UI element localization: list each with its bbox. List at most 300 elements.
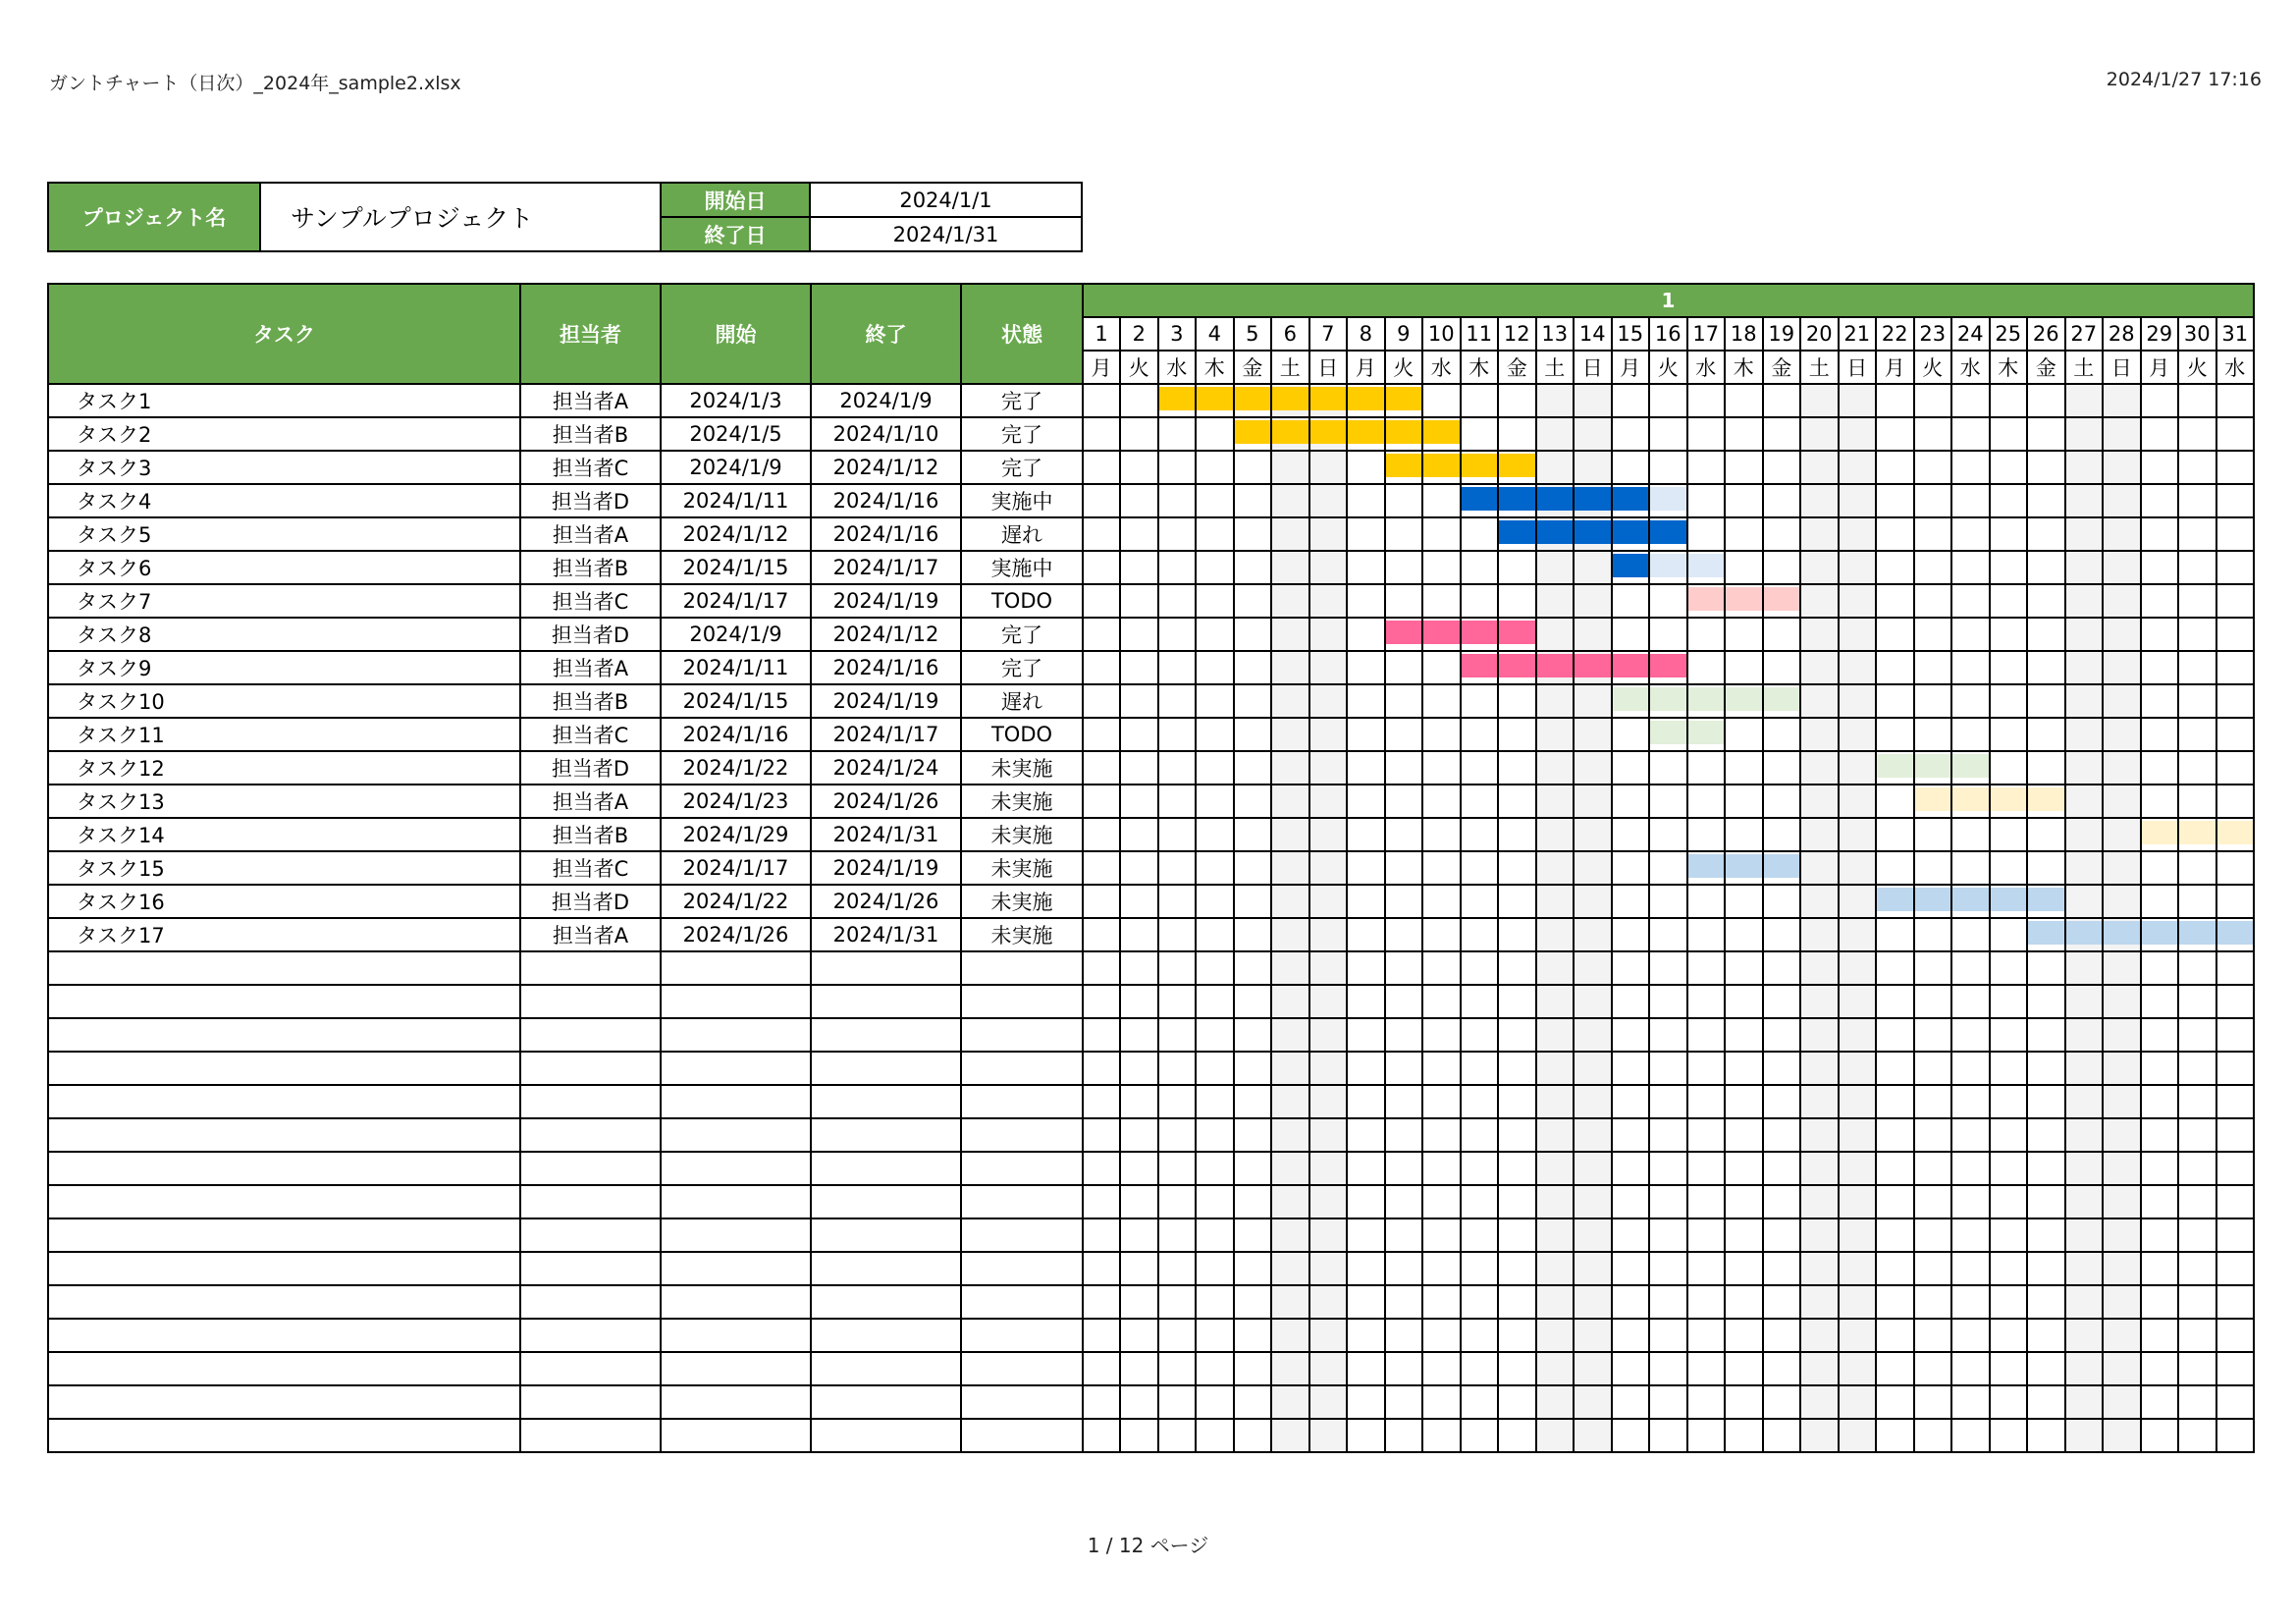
- empty-cell[interactable]: [520, 1118, 661, 1152]
- day-cell[interactable]: [1120, 1218, 1158, 1252]
- day-cell[interactable]: [2141, 1285, 2179, 1319]
- day-cell[interactable]: [1271, 785, 1309, 818]
- day-cell[interactable]: [1196, 718, 1234, 751]
- day-cell[interactable]: [1725, 818, 1763, 851]
- day-cell[interactable]: [1158, 451, 1197, 484]
- task-owner[interactable]: 担当者C: [520, 451, 661, 484]
- day-cell[interactable]: [1914, 1152, 1952, 1185]
- day-cell[interactable]: [1385, 384, 1423, 417]
- day-cell[interactable]: [1498, 618, 1536, 651]
- day-cell[interactable]: [1612, 651, 1650, 684]
- day-cell[interactable]: [1422, 1385, 1461, 1419]
- day-cell[interactable]: [1725, 951, 1763, 985]
- day-cell[interactable]: [1461, 618, 1499, 651]
- empty-cell[interactable]: [961, 1252, 1083, 1285]
- day-cell[interactable]: [2141, 417, 2179, 451]
- day-cell[interactable]: [1498, 1118, 1536, 1152]
- task-owner[interactable]: 担当者B: [520, 551, 661, 584]
- day-cell[interactable]: [1347, 1252, 1385, 1285]
- day-cell[interactable]: [1234, 618, 1272, 651]
- task-status[interactable]: 完了: [961, 451, 1083, 484]
- task-status[interactable]: 未実施: [961, 785, 1083, 818]
- day-cell[interactable]: [2103, 1352, 2141, 1385]
- task-end-date[interactable]: 2024/1/26: [811, 885, 961, 918]
- day-cell[interactable]: [1839, 918, 1877, 951]
- day-cell[interactable]: [1914, 551, 1952, 584]
- day-cell[interactable]: [1839, 985, 1877, 1018]
- day-cell[interactable]: [1725, 1385, 1763, 1419]
- day-cell[interactable]: [1309, 551, 1348, 584]
- day-cell[interactable]: [1876, 1052, 1914, 1085]
- day-cell[interactable]: [1725, 551, 1763, 584]
- day-cell[interactable]: [1196, 1252, 1234, 1285]
- day-cell[interactable]: [1725, 1319, 1763, 1352]
- day-cell[interactable]: [1461, 1319, 1499, 1352]
- day-cell[interactable]: [1422, 417, 1461, 451]
- day-cell[interactable]: [1309, 484, 1348, 517]
- day-cell[interactable]: [2027, 1352, 2065, 1385]
- day-cell[interactable]: [2027, 1118, 2065, 1152]
- day-cell[interactable]: [1876, 785, 1914, 818]
- day-cell[interactable]: [1763, 718, 1801, 751]
- day-cell[interactable]: [2216, 451, 2255, 484]
- day-cell[interactable]: [1385, 885, 1423, 918]
- task-status[interactable]: 完了: [961, 384, 1083, 417]
- day-cell[interactable]: [1839, 384, 1877, 417]
- day-cell[interactable]: [1876, 718, 1914, 751]
- day-cell[interactable]: [1234, 851, 1272, 885]
- empty-cell[interactable]: [48, 1185, 520, 1218]
- day-cell[interactable]: [1422, 384, 1461, 417]
- day-cell[interactable]: [1347, 651, 1385, 684]
- day-cell[interactable]: [1687, 1085, 1726, 1118]
- day-cell[interactable]: [1536, 1419, 1575, 1452]
- day-cell[interactable]: [1158, 584, 1197, 618]
- task-name[interactable]: タスク6: [48, 551, 520, 584]
- empty-cell[interactable]: [661, 1085, 811, 1118]
- day-cell[interactable]: [1083, 818, 1120, 851]
- day-cell[interactable]: [1876, 1419, 1914, 1452]
- day-cell[interactable]: [1347, 1319, 1385, 1352]
- day-cell[interactable]: [1196, 618, 1234, 651]
- day-cell[interactable]: [1649, 551, 1687, 584]
- day-cell[interactable]: [1763, 985, 1801, 1018]
- day-cell[interactable]: [1196, 985, 1234, 1018]
- day-cell[interactable]: [1498, 818, 1536, 851]
- day-cell[interactable]: [1158, 718, 1197, 751]
- day-cell[interactable]: [1725, 651, 1763, 684]
- day-cell[interactable]: [1763, 1152, 1801, 1185]
- day-cell[interactable]: [2178, 985, 2216, 1018]
- day-cell[interactable]: [1574, 451, 1612, 484]
- day-cell[interactable]: [1687, 851, 1726, 885]
- empty-cell[interactable]: [811, 1385, 961, 1419]
- day-cell[interactable]: [1309, 1352, 1348, 1385]
- day-cell[interactable]: [1309, 1385, 1348, 1419]
- day-cell[interactable]: [1196, 1352, 1234, 1385]
- empty-cell[interactable]: [961, 1352, 1083, 1385]
- day-cell[interactable]: [1725, 1185, 1763, 1218]
- day-cell[interactable]: [1196, 918, 1234, 951]
- day-cell[interactable]: [1385, 551, 1423, 584]
- day-cell[interactable]: [1574, 618, 1612, 651]
- day-cell[interactable]: [1083, 484, 1120, 517]
- day-cell[interactable]: [1158, 785, 1197, 818]
- day-cell[interactable]: [1800, 1218, 1839, 1252]
- day-cell[interactable]: [1120, 885, 1158, 918]
- day-cell[interactable]: [2103, 1419, 2141, 1452]
- day-cell[interactable]: [2065, 618, 2104, 651]
- day-cell[interactable]: [1461, 517, 1499, 551]
- day-cell[interactable]: [2216, 384, 2255, 417]
- day-cell[interactable]: [1612, 484, 1650, 517]
- day-cell[interactable]: [1422, 517, 1461, 551]
- day-cell[interactable]: [1422, 885, 1461, 918]
- day-cell[interactable]: [2216, 718, 2255, 751]
- task-name[interactable]: タスク3: [48, 451, 520, 484]
- day-cell[interactable]: [2216, 1385, 2255, 1419]
- task-end-date[interactable]: 2024/1/24: [811, 751, 961, 785]
- empty-cell[interactable]: [811, 1352, 961, 1385]
- day-cell[interactable]: [1914, 1052, 1952, 1085]
- task-status[interactable]: 実施中: [961, 551, 1083, 584]
- day-cell[interactable]: [1763, 1118, 1801, 1152]
- day-cell[interactable]: [1687, 684, 1726, 718]
- day-cell[interactable]: [1461, 1118, 1499, 1152]
- empty-cell[interactable]: [661, 951, 811, 985]
- task-owner[interactable]: 担当者A: [520, 517, 661, 551]
- day-cell[interactable]: [1687, 785, 1726, 818]
- day-cell[interactable]: [1687, 384, 1726, 417]
- day-cell[interactable]: [1687, 885, 1726, 918]
- day-cell[interactable]: [1649, 1319, 1687, 1352]
- day-cell[interactable]: [1687, 1319, 1726, 1352]
- day-cell[interactable]: [1612, 951, 1650, 985]
- day-cell[interactable]: [1309, 451, 1348, 484]
- day-cell[interactable]: [1498, 517, 1536, 551]
- day-cell[interactable]: [2027, 718, 2065, 751]
- day-cell[interactable]: [1612, 1085, 1650, 1118]
- task-name[interactable]: タスク11: [48, 718, 520, 751]
- day-cell[interactable]: [1574, 584, 1612, 618]
- day-cell[interactable]: [1158, 1185, 1197, 1218]
- day-cell[interactable]: [1763, 517, 1801, 551]
- day-cell[interactable]: [1687, 1285, 1726, 1319]
- day-cell[interactable]: [1385, 1152, 1423, 1185]
- day-cell[interactable]: [1876, 551, 1914, 584]
- day-cell[interactable]: [1461, 885, 1499, 918]
- day-cell[interactable]: [1536, 1185, 1575, 1218]
- day-cell[interactable]: [1612, 384, 1650, 417]
- day-cell[interactable]: [1839, 618, 1877, 651]
- day-cell[interactable]: [2216, 785, 2255, 818]
- day-cell[interactable]: [1649, 1419, 1687, 1452]
- day-cell[interactable]: [1990, 918, 2028, 951]
- day-cell[interactable]: [2216, 1052, 2255, 1085]
- day-cell[interactable]: [1951, 651, 1990, 684]
- task-status[interactable]: 遅れ: [961, 517, 1083, 551]
- day-cell[interactable]: [2216, 651, 2255, 684]
- day-cell[interactable]: [2027, 618, 2065, 651]
- day-cell[interactable]: [1649, 851, 1687, 885]
- task-owner[interactable]: 担当者C: [520, 851, 661, 885]
- day-cell[interactable]: [1498, 1352, 1536, 1385]
- day-cell[interactable]: [1687, 1218, 1726, 1252]
- day-cell[interactable]: [2216, 1152, 2255, 1185]
- day-cell[interactable]: [1914, 1185, 1952, 1218]
- day-cell[interactable]: [1763, 851, 1801, 885]
- day-cell[interactable]: [1800, 1385, 1839, 1419]
- day-cell[interactable]: [1083, 384, 1120, 417]
- day-cell[interactable]: [1309, 1252, 1348, 1285]
- day-cell[interactable]: [1800, 718, 1839, 751]
- day-cell[interactable]: [1839, 1319, 1877, 1352]
- day-cell[interactable]: [1763, 1252, 1801, 1285]
- day-cell[interactable]: [1271, 918, 1309, 951]
- day-cell[interactable]: [2027, 951, 2065, 985]
- day-cell[interactable]: [1839, 1052, 1877, 1085]
- day-cell[interactable]: [1649, 584, 1687, 618]
- day-cell[interactable]: [1120, 1285, 1158, 1319]
- day-cell[interactable]: [1347, 384, 1385, 417]
- task-start-date[interactable]: 2024/1/5: [661, 417, 811, 451]
- day-cell[interactable]: [2216, 517, 2255, 551]
- day-cell[interactable]: [1951, 1419, 1990, 1452]
- day-cell[interactable]: [2178, 684, 2216, 718]
- day-cell[interactable]: [1990, 818, 2028, 851]
- empty-cell[interactable]: [520, 1018, 661, 1052]
- day-cell[interactable]: [2216, 1118, 2255, 1152]
- day-cell[interactable]: [1309, 684, 1348, 718]
- task-start-date[interactable]: 2024/1/11: [661, 651, 811, 684]
- task-owner[interactable]: 担当者D: [520, 618, 661, 651]
- day-cell[interactable]: [2027, 1152, 2065, 1185]
- task-start-date[interactable]: 2024/1/16: [661, 718, 811, 751]
- day-cell[interactable]: [2216, 584, 2255, 618]
- day-cell[interactable]: [1422, 1052, 1461, 1085]
- day-cell[interactable]: [1649, 718, 1687, 751]
- day-cell[interactable]: [1347, 885, 1385, 918]
- day-cell[interactable]: [2027, 818, 2065, 851]
- day-cell[interactable]: [2178, 651, 2216, 684]
- day-cell[interactable]: [1914, 718, 1952, 751]
- day-cell[interactable]: [1990, 1085, 2028, 1118]
- task-name[interactable]: タスク16: [48, 885, 520, 918]
- task-start-date[interactable]: 2024/1/15: [661, 684, 811, 718]
- day-cell[interactable]: [1083, 684, 1120, 718]
- day-cell[interactable]: [1914, 1252, 1952, 1285]
- day-cell[interactable]: [1725, 1419, 1763, 1452]
- day-cell[interactable]: [1612, 785, 1650, 818]
- day-cell[interactable]: [1120, 751, 1158, 785]
- day-cell[interactable]: [1498, 584, 1536, 618]
- day-cell[interactable]: [1990, 584, 2028, 618]
- day-cell[interactable]: [1309, 1218, 1348, 1252]
- day-cell[interactable]: [1158, 818, 1197, 851]
- day-cell[interactable]: [1574, 818, 1612, 851]
- day-cell[interactable]: [1234, 517, 1272, 551]
- day-cell[interactable]: [1990, 1419, 2028, 1452]
- day-cell[interactable]: [1612, 718, 1650, 751]
- day-cell[interactable]: [1347, 417, 1385, 451]
- day-cell[interactable]: [1309, 985, 1348, 1018]
- day-cell[interactable]: [2141, 918, 2179, 951]
- day-cell[interactable]: [1800, 1319, 1839, 1352]
- day-cell[interactable]: [1914, 818, 1952, 851]
- day-cell[interactable]: [1612, 818, 1650, 851]
- day-cell[interactable]: [1083, 751, 1120, 785]
- day-cell[interactable]: [2065, 651, 2104, 684]
- day-cell[interactable]: [1763, 684, 1801, 718]
- day-cell[interactable]: [1498, 851, 1536, 885]
- day-cell[interactable]: [1422, 818, 1461, 851]
- day-cell[interactable]: [1271, 1118, 1309, 1152]
- day-cell[interactable]: [1422, 651, 1461, 684]
- day-cell[interactable]: [1990, 1052, 2028, 1085]
- day-cell[interactable]: [1725, 718, 1763, 751]
- day-cell[interactable]: [1196, 517, 1234, 551]
- day-cell[interactable]: [1536, 1218, 1575, 1252]
- task-status[interactable]: 未実施: [961, 851, 1083, 885]
- day-cell[interactable]: [1196, 1319, 1234, 1352]
- day-cell[interactable]: [1649, 985, 1687, 1018]
- day-cell[interactable]: [1461, 985, 1499, 1018]
- day-cell[interactable]: [1687, 1252, 1726, 1285]
- task-status[interactable]: 完了: [961, 618, 1083, 651]
- day-cell[interactable]: [2178, 1185, 2216, 1218]
- day-cell[interactable]: [1990, 1018, 2028, 1052]
- day-cell[interactable]: [1914, 684, 1952, 718]
- day-cell[interactable]: [1309, 1118, 1348, 1152]
- day-cell[interactable]: [1498, 1052, 1536, 1085]
- day-cell[interactable]: [1725, 1352, 1763, 1385]
- task-status[interactable]: 完了: [961, 417, 1083, 451]
- day-cell[interactable]: [1800, 618, 1839, 651]
- day-cell[interactable]: [1234, 1385, 1272, 1419]
- day-cell[interactable]: [1120, 618, 1158, 651]
- day-cell[interactable]: [1498, 1185, 1536, 1218]
- day-cell[interactable]: [1271, 818, 1309, 851]
- day-cell[interactable]: [1951, 885, 1990, 918]
- day-cell[interactable]: [1612, 551, 1650, 584]
- day-cell[interactable]: [1763, 1285, 1801, 1319]
- day-cell[interactable]: [1347, 818, 1385, 851]
- day-cell[interactable]: [1158, 1419, 1197, 1452]
- day-cell[interactable]: [1951, 1252, 1990, 1285]
- day-cell[interactable]: [1498, 384, 1536, 417]
- day-cell[interactable]: [2103, 985, 2141, 1018]
- day-cell[interactable]: [1951, 1385, 1990, 1419]
- day-cell[interactable]: [1763, 1185, 1801, 1218]
- day-cell[interactable]: [1876, 384, 1914, 417]
- task-end-date[interactable]: 2024/1/16: [811, 651, 961, 684]
- day-cell[interactable]: [1083, 1385, 1120, 1419]
- day-cell[interactable]: [1461, 785, 1499, 818]
- day-cell[interactable]: [1951, 985, 1990, 1018]
- day-cell[interactable]: [1234, 1419, 1272, 1452]
- day-cell[interactable]: [1385, 651, 1423, 684]
- day-cell[interactable]: [1271, 1218, 1309, 1252]
- day-cell[interactable]: [1951, 517, 1990, 551]
- day-cell[interactable]: [1196, 951, 1234, 985]
- day-cell[interactable]: [1574, 1218, 1612, 1252]
- day-cell[interactable]: [1271, 1085, 1309, 1118]
- day-cell[interactable]: [1385, 1085, 1423, 1118]
- empty-cell[interactable]: [48, 1252, 520, 1285]
- day-cell[interactable]: [1649, 484, 1687, 517]
- day-cell[interactable]: [1196, 1419, 1234, 1452]
- day-cell[interactable]: [1574, 1285, 1612, 1319]
- day-cell[interactable]: [1951, 417, 1990, 451]
- day-cell[interactable]: [1120, 1085, 1158, 1118]
- empty-cell[interactable]: [48, 1118, 520, 1152]
- day-cell[interactable]: [1951, 1218, 1990, 1252]
- day-cell[interactable]: [1574, 918, 1612, 951]
- day-cell[interactable]: [1271, 851, 1309, 885]
- day-cell[interactable]: [1234, 751, 1272, 785]
- day-cell[interactable]: [1196, 851, 1234, 885]
- day-cell[interactable]: [2141, 451, 2179, 484]
- day-cell[interactable]: [1385, 751, 1423, 785]
- day-cell[interactable]: [2065, 1018, 2104, 1052]
- day-cell[interactable]: [1612, 1018, 1650, 1052]
- day-cell[interactable]: [2027, 918, 2065, 951]
- day-cell[interactable]: [1612, 618, 1650, 651]
- day-cell[interactable]: [1914, 785, 1952, 818]
- day-cell[interactable]: [1800, 951, 1839, 985]
- task-start-date[interactable]: 2024/1/22: [661, 885, 811, 918]
- day-cell[interactable]: [1951, 384, 1990, 417]
- task-end-date[interactable]: 2024/1/9: [811, 384, 961, 417]
- day-cell[interactable]: [1990, 684, 2028, 718]
- day-cell[interactable]: [2216, 1319, 2255, 1352]
- day-cell[interactable]: [1725, 451, 1763, 484]
- day-cell[interactable]: [1914, 1385, 1952, 1419]
- day-cell[interactable]: [1990, 885, 2028, 918]
- task-name[interactable]: タスク15: [48, 851, 520, 885]
- empty-cell[interactable]: [520, 1385, 661, 1419]
- day-cell[interactable]: [1649, 918, 1687, 951]
- day-cell[interactable]: [1876, 417, 1914, 451]
- day-cell[interactable]: [2103, 918, 2141, 951]
- day-cell[interactable]: [1725, 1152, 1763, 1185]
- day-cell[interactable]: [1800, 985, 1839, 1018]
- task-start-date[interactable]: 2024/1/12: [661, 517, 811, 551]
- day-cell[interactable]: [1612, 1419, 1650, 1452]
- day-cell[interactable]: [1649, 1118, 1687, 1152]
- day-cell[interactable]: [1309, 517, 1348, 551]
- day-cell[interactable]: [1347, 985, 1385, 1018]
- day-cell[interactable]: [1385, 851, 1423, 885]
- day-cell[interactable]: [1461, 951, 1499, 985]
- day-cell[interactable]: [2178, 1352, 2216, 1385]
- day-cell[interactable]: [1951, 1185, 1990, 1218]
- day-cell[interactable]: [1574, 651, 1612, 684]
- day-cell[interactable]: [2027, 885, 2065, 918]
- day-cell[interactable]: [1120, 1352, 1158, 1385]
- day-cell[interactable]: [1347, 1052, 1385, 1085]
- day-cell[interactable]: [1347, 517, 1385, 551]
- day-cell[interactable]: [1158, 1152, 1197, 1185]
- day-cell[interactable]: [2103, 417, 2141, 451]
- day-cell[interactable]: [1839, 1185, 1877, 1218]
- day-cell[interactable]: [1461, 551, 1499, 584]
- day-cell[interactable]: [1422, 1152, 1461, 1185]
- day-cell[interactable]: [2178, 751, 2216, 785]
- empty-cell[interactable]: [661, 1252, 811, 1285]
- day-cell[interactable]: [1876, 918, 1914, 951]
- day-cell[interactable]: [1347, 584, 1385, 618]
